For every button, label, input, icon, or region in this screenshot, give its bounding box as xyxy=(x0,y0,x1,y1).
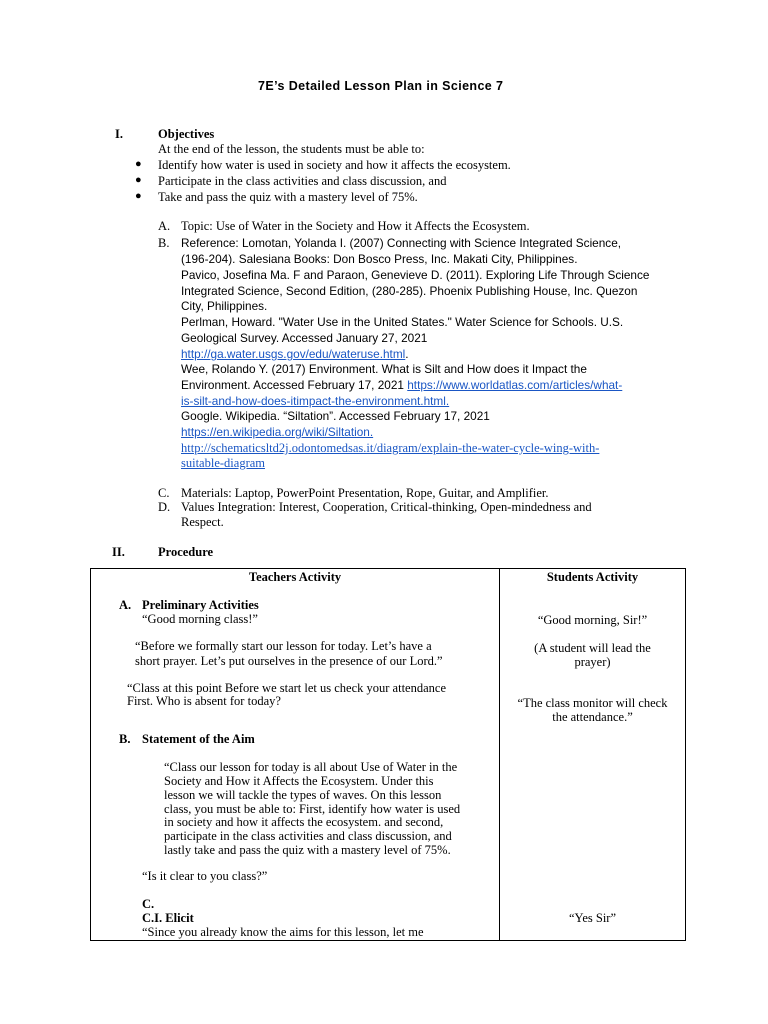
aim-line: lesson we will tackle the types of waves. On this lesson xyxy=(164,788,442,802)
section-numeral-procedure: II. xyxy=(112,545,125,559)
objectives-intro: At the end of the lesson, the students must be able to: xyxy=(158,142,425,156)
teacher-prayer-line1: “Before we formally start our lesson for today. Let’s have a xyxy=(135,639,432,653)
clear-question: “Is it clear to you class?” xyxy=(142,869,268,883)
aim-line: in society and how it affects the ecosystem. and second, xyxy=(164,815,444,829)
reference-line: Wee, Rolando Y. (2017) Environment. What is Silt and How does it Impact the xyxy=(181,362,587,376)
aim-line: Society and How it Affects the Ecosystem. Under this xyxy=(164,774,434,788)
student-attendance-line1: “The class monitor will check xyxy=(517,696,668,710)
reference-link-usgs-line xyxy=(181,347,409,361)
reference-line: Perlman, Howard. "Water Use in the United States." Water Science for Schools. U.S. xyxy=(181,315,624,329)
schematics-link[interactable]: http://schematicsltd2j.odontomedsas.it/diagram/explain-the-water-cycle-wing-with- xyxy=(181,441,600,455)
topic-marker: A. xyxy=(158,219,171,233)
worldatlas-link-cont[interactable]: is-silt-and-how-does-itimpact-the-environment.html. xyxy=(181,394,450,408)
reference-wee-line2 xyxy=(181,378,622,392)
teacher-attendance-line1: “Class at this point Before we start let us check your attendance xyxy=(127,681,446,695)
usgs-link[interactable]: http://ga.water.usgs.gov/edu/wateruse.html xyxy=(181,347,406,361)
teacher-greeting: “Good morning class!” xyxy=(142,612,258,626)
aim-line: class, you must be able to: First, identify how water is used xyxy=(164,802,461,816)
section-numeral-objectives: I. xyxy=(115,127,123,141)
student-prayer-line1: (A student will lead the xyxy=(534,641,651,655)
reference-line: Pavico, Josefina Ma. F and Paraon, Genevieve D. (2011). Exploring Life Through Science xyxy=(181,268,650,282)
teacher-attendance-line2: First. Who is absent for today? xyxy=(127,694,281,708)
aim-line: participate in the class activities and class discussion, and xyxy=(164,829,452,843)
student-yes-response: “Yes Sir” xyxy=(569,911,616,925)
bullet-dot: ● xyxy=(135,190,142,202)
bullet-dot: ● xyxy=(135,174,142,186)
materials-marker: C. xyxy=(158,486,170,500)
document-title: 7E’s Detailed Lesson Plan in Science 7 xyxy=(258,79,504,93)
values-text-line1: Values Integration: Interest, Cooperation, Critical-thinking, Open-mindedness and xyxy=(181,500,592,514)
bullet-dot: ● xyxy=(135,158,142,170)
reference-line: City, Philippines. xyxy=(181,299,268,313)
objective-bullet-1: Identify how water is used in society and how it affects the ecosystem. xyxy=(158,158,511,172)
wikipedia-link[interactable]: https://en.wikipedia.org/wiki/Siltation. xyxy=(181,425,374,439)
section-b-marker: B. xyxy=(119,732,131,746)
reference-line: Integrated Science, Second Edition, (280-285). Phoenix Publishing House, Inc. Quezon xyxy=(181,284,638,298)
elicit-line: “Since you already know the aims for this lesson, let me xyxy=(142,925,424,939)
materials-text: Materials: Laptop, PowerPoint Presentation, Rope, Guitar, and Amplifier. xyxy=(181,486,549,500)
reference-line: Reference: Lomotan, Yolanda I. (2007) Connecting with Science Integrated Science, xyxy=(181,236,622,250)
objectives-heading: Objectives xyxy=(158,127,215,141)
section-b-title: Statement of the Aim xyxy=(142,732,255,746)
section-c-marker: C. xyxy=(142,897,155,911)
reference-line: (196-204). Salesiana Books: Don Bosco Press, Inc. Makati City, Philippines. xyxy=(181,252,578,266)
reference-marker: B. xyxy=(158,236,170,250)
reference-line: Geological Survey. Accessed January 27, 2021 xyxy=(181,331,428,345)
elicit-title: C.I. Elicit xyxy=(142,911,194,925)
student-attendance-line2: the attendance.” xyxy=(552,710,633,724)
topic-text: Topic: Use of Water in the Society and How it Affects the Ecosystem. xyxy=(181,219,530,233)
teachers-activity-header: Teachers Activity xyxy=(248,570,342,584)
reference-text: Environment. Accessed February 17, 2021 xyxy=(181,378,408,392)
students-activity-header: Students Activity xyxy=(546,570,639,584)
worldatlas-link[interactable]: https://www.worldatlas.com/articles/what- xyxy=(407,378,623,392)
teacher-prayer-line2: short prayer. Let’s put ourselves in the presence of our Lord.” xyxy=(135,654,443,668)
aim-line: lastly take and pass the quiz with a mastery level of 75%. xyxy=(164,843,451,857)
student-prayer-line2: prayer) xyxy=(574,655,611,669)
student-greeting: “Good morning, Sir!” xyxy=(537,613,648,627)
objective-bullet-3: Take and pass the quiz with a mastery level of 75%. xyxy=(158,190,418,204)
section-a-title: Preliminary Activities xyxy=(142,598,259,612)
procedure-heading: Procedure xyxy=(158,545,214,559)
schematics-link-cont[interactable]: suitable-diagram xyxy=(181,456,265,470)
objective-bullet-2: Participate in the class activities and class discussion, and xyxy=(158,174,447,188)
link-trailing-period: . xyxy=(405,347,409,361)
values-text-line2: Respect. xyxy=(181,515,224,529)
values-marker: D. xyxy=(158,500,171,514)
section-a-marker: A. xyxy=(119,598,132,612)
reference-line: Google. Wikipedia. “Siltation”. Accessed February 17, 2021 xyxy=(181,409,490,423)
aim-line: “Class our lesson for today is all about Use of Water in the xyxy=(164,760,458,774)
